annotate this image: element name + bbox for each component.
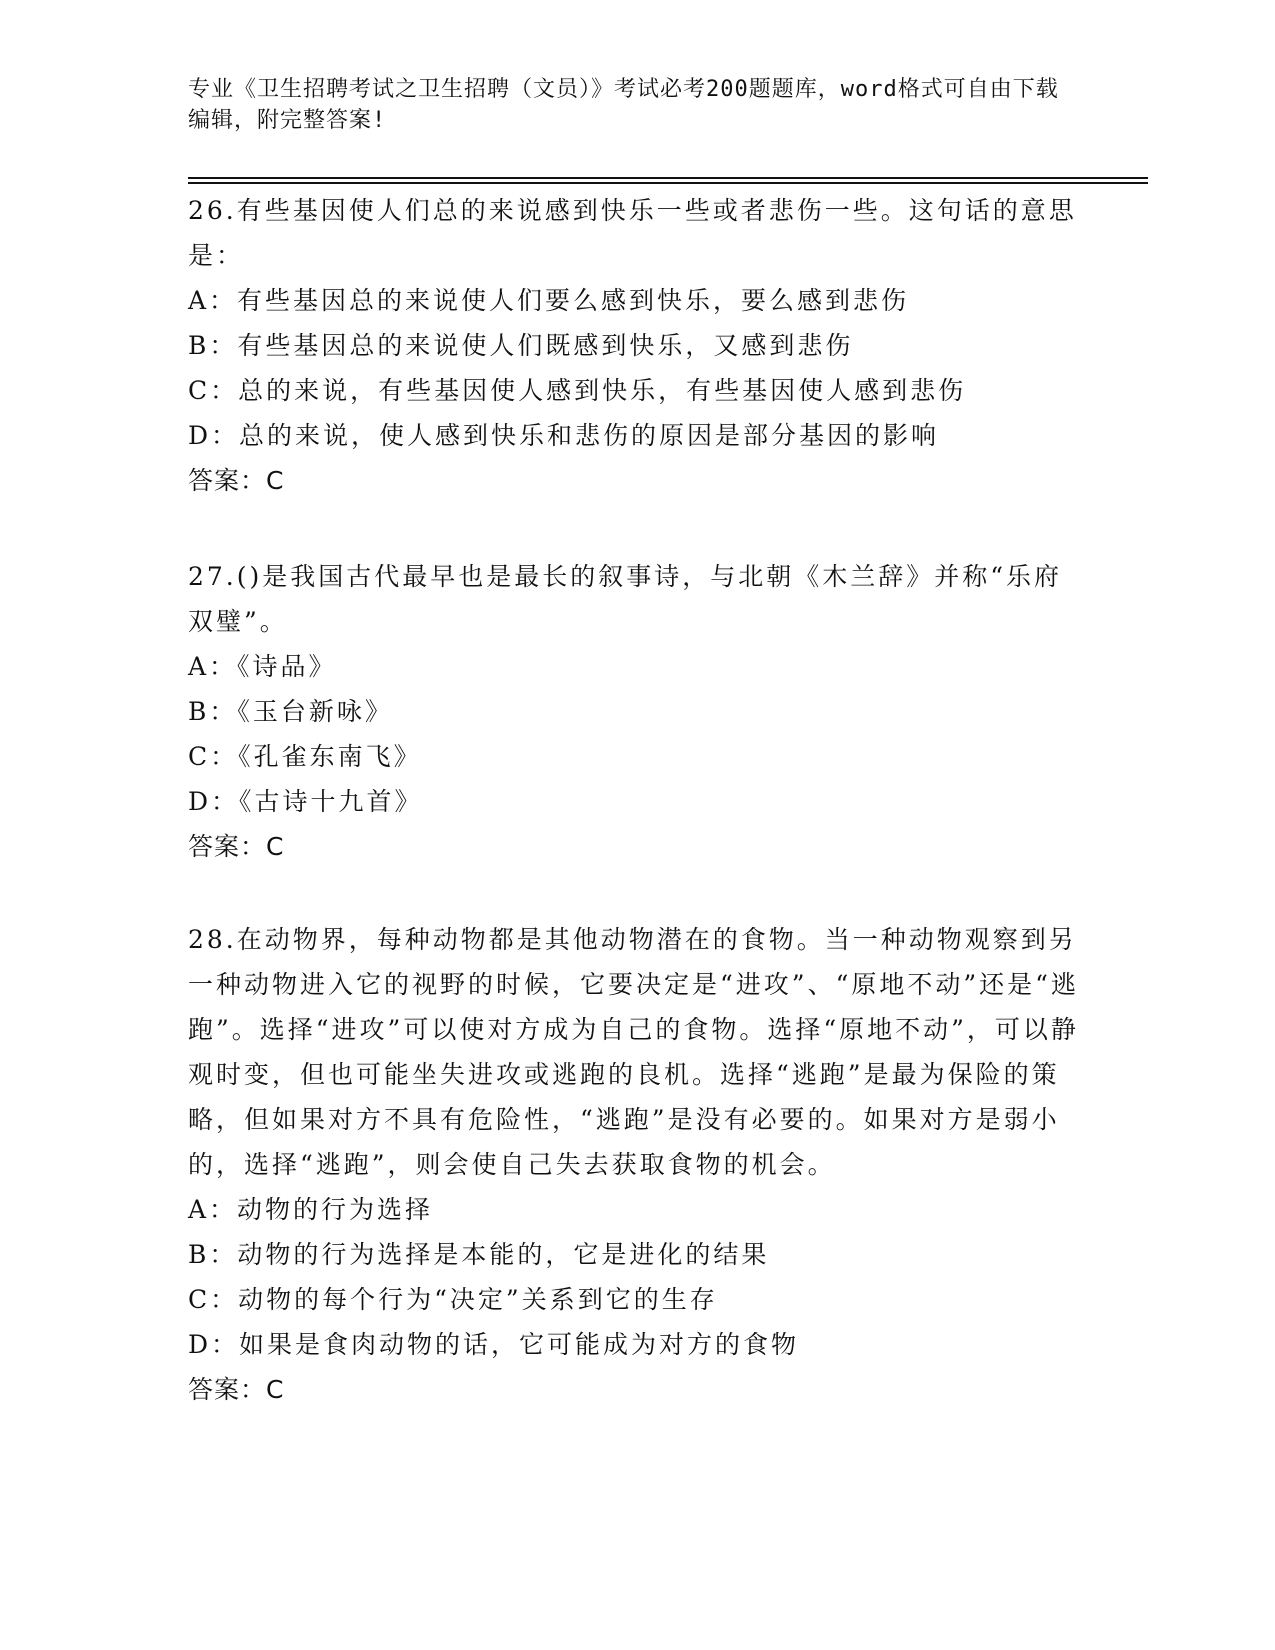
option-d: D：如果是食肉动物的话，它可能成为对方的食物 [188, 1330, 800, 1359]
header-divider-line [188, 177, 1148, 179]
question-stem: 27.()是我国古代最早也是最长的叙事诗，与北朝《木兰辞》并称“乐府双璧”。 [188, 562, 1063, 636]
option-b: B：《玉台新咏》 [188, 697, 393, 726]
option-d: D：《古诗十九首》 [188, 787, 423, 816]
question-27 [188, 554, 1088, 870]
option-b: B：有些基因总的来说使人们既感到快乐，又感到悲伤 [188, 331, 854, 360]
option-a: A：《诗品》 [188, 652, 337, 681]
question-stem: 28.在动物界，每种动物都是其他动物潜在的食物。当一种动物观察到另一种动物进入它的视野的时候，它要决定是“进攻”、“原地不动”还是“逃跑”。选择“进攻”可以使对方成为自己的食物。选择“原地不动”，可以静观时变，但也可能坐失进攻或逃跑的良机。选择“逃跑”是最为保险的策略，但如果对方不具有危险性，“逃跑”是没有必要的。如果对方是弱小的，选择“逃跑”，则会使自己失去获取食物的机会。 [188, 925, 1079, 1179]
option-a: A：动物的行为选择 [188, 1195, 434, 1224]
question-26 [188, 188, 1088, 504]
answer: 答案：C [188, 466, 285, 495]
option-d: D：总的来说，使人感到快乐和悲伤的原因是部分基因的影响 [188, 421, 940, 450]
answer: 答案：C [188, 1375, 285, 1404]
question-stem: 26.有些基因使人们总的来说感到快乐一些或者悲伤一些。这句话的意思是： [188, 196, 1077, 270]
header-divider-line [188, 182, 1148, 184]
option-b: B：动物的行为选择是本能的，它是进化的结果 [188, 1240, 770, 1269]
option-a: A：有些基因总的来说使人们要么感到快乐，要么感到悲伤 [188, 286, 910, 315]
option-c: C：总的来说，有些基因使人感到快乐，有些基因使人感到悲伤 [188, 376, 967, 405]
option-c: C：《孔雀东南飞》 [188, 742, 422, 771]
option-c: C：动物的每个行为“决定”关系到它的生存 [188, 1285, 718, 1314]
document-header: 专业《卫生招聘考试之卫生招聘（文员）》考试必考200题题库，word格式可自由下载编辑，附完整答案! [188, 77, 1059, 133]
question-28 [188, 917, 1088, 1413]
answer: 答案：C [188, 832, 285, 861]
